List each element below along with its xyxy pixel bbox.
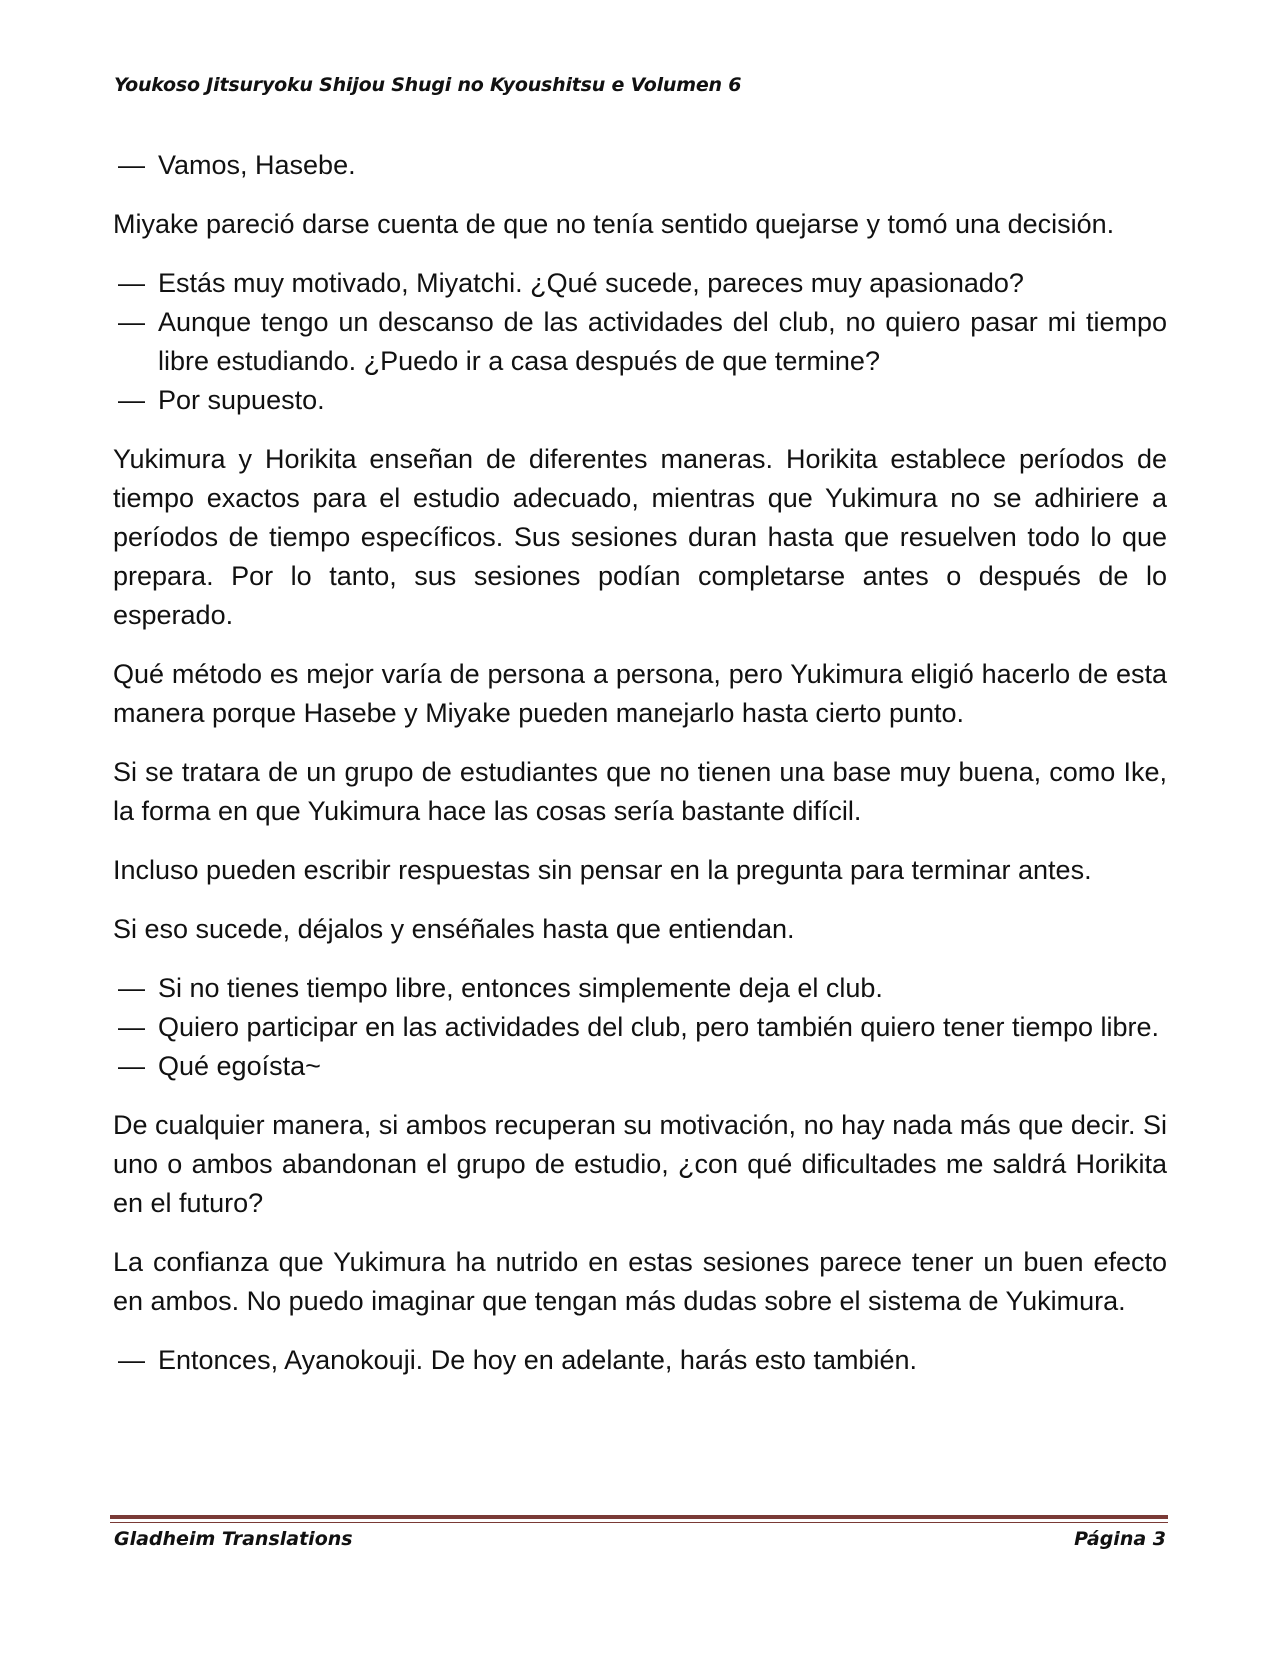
page-header-title: Youkoso Jitsuryoku Shijou Shugi no Kyoushitsu e Volumen 6 xyxy=(114,74,742,96)
dialogue-line xyxy=(113,264,1167,303)
dialogue-dash: — xyxy=(118,973,145,1003)
dialogue-group xyxy=(113,146,1167,185)
dialogue-line xyxy=(113,146,1167,185)
dialogue-dash: — xyxy=(118,1051,145,1081)
dialogue-text: Entonces, Ayanokouji. De hoy en adelante, harás esto también. xyxy=(158,1345,918,1375)
dialogue-text: Qué egoísta~ xyxy=(158,1051,321,1081)
dialogue-line xyxy=(113,303,1167,381)
dialogue-group xyxy=(113,1341,1167,1380)
paragraph: La confianza que Yukimura ha nutrido en estas sesiones parece tener un buen efecto en ambos. No puedo imaginar que tengan más dudas sobre el sistema de Yukimura. xyxy=(113,1247,1167,1316)
dialogue-line xyxy=(113,381,1167,420)
paragraph: Si se tratara de un grupo de estudiantes que no tienen una base muy buena, como Ike, la forma en que Yukimura hace las cosas sería bastante difícil. xyxy=(113,757,1167,826)
dialogue-group xyxy=(113,264,1167,420)
dialogue-line xyxy=(113,1047,1167,1086)
document-body xyxy=(113,146,1167,1400)
paragraph: Si eso sucede, déjalos y enséñales hasta que entiendan. xyxy=(113,914,795,944)
footer-rule-thick xyxy=(110,1515,1168,1519)
paragraph: Yukimura y Horikita enseñan de diferentes maneras. Horikita establece períodos de tiempo exactos para el estudio adecuado, mientras que Yukimura no se adhiriere a períodos de tiempo específicos. Sus sesiones duran hasta que resuelven todo lo que prepara. Por lo tanto, sus sesiones podían completarse antes o después de lo esperado. xyxy=(113,444,1167,630)
dialogue-dash: — xyxy=(118,385,145,415)
dialogue-dash: — xyxy=(118,268,145,298)
dialogue-text: Si no tienes tiempo libre, entonces simplemente deja el club. xyxy=(158,973,883,1003)
dialogue-text: Vamos, Hasebe. xyxy=(158,150,356,180)
dialogue-line xyxy=(113,1008,1167,1047)
dialogue-dash: — xyxy=(118,307,145,337)
footer-rule-thin xyxy=(110,1522,1168,1523)
dialogue-line xyxy=(113,969,1167,1008)
dialogue-text: Quiero participar en las actividades del club, pero también quiero tener tiempo libre. xyxy=(158,1012,1160,1042)
paragraph: Qué método es mejor varía de persona a persona, pero Yukimura eligió hacerlo de esta manera porque Hasebe y Miyake pueden manejarlo hasta cierto punto. xyxy=(113,659,1167,728)
paragraph: Incluso pueden escribir respuestas sin pensar en la pregunta para terminar antes. xyxy=(113,855,1092,885)
paragraph: Miyake pareció darse cuenta de que no tenía sentido quejarse y tomó una decisión. xyxy=(113,209,1115,239)
dialogue-dash: — xyxy=(118,1345,145,1375)
dialogue-group xyxy=(113,969,1167,1086)
dialogue-text: Por supuesto. xyxy=(158,385,325,415)
footer-page-number: Página 3 xyxy=(1074,1528,1166,1550)
paragraph: De cualquier manera, si ambos recuperan su motivación, no hay nada más que decir. Si uno o ambos abandonan el grupo de estudio, ¿con qué dificultades me saldrá Horikita en el futuro? xyxy=(113,1110,1167,1218)
footer-publisher: Gladheim Translations xyxy=(114,1528,353,1550)
dialogue-dash: — xyxy=(118,150,145,180)
dialogue-text: Estás muy motivado, Miyatchi. ¿Qué sucede, pareces muy apasionado? xyxy=(158,268,1024,298)
dialogue-dash: — xyxy=(118,1012,145,1042)
dialogue-line xyxy=(113,1341,1167,1380)
dialogue-text: Aunque tengo un descanso de las actividades del club, no quiero pasar mi tiempo libre estudiando. ¿Puedo ir a casa después de que termine? xyxy=(158,307,1167,376)
